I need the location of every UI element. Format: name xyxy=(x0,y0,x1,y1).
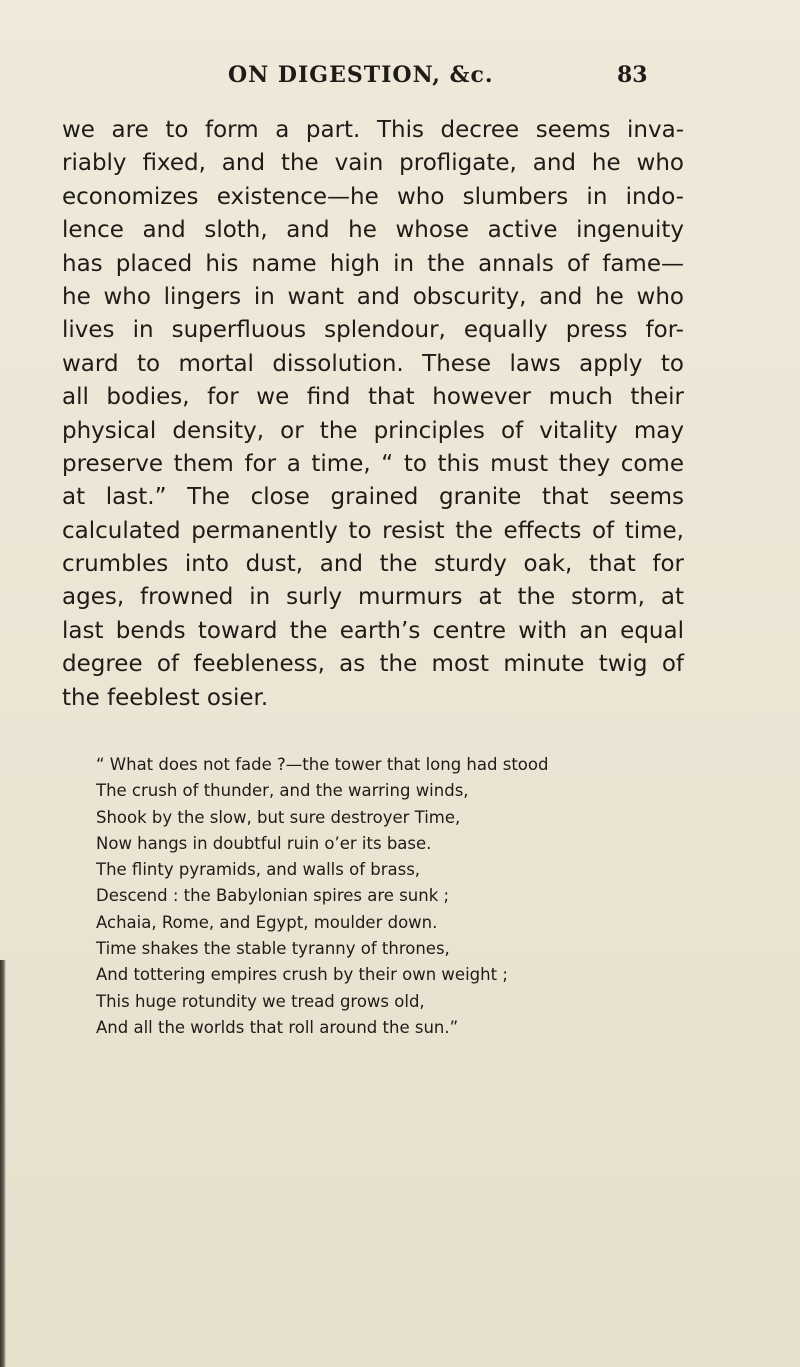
body-line: ages, frowned in surly murmurs at the storm, at xyxy=(62,584,684,611)
running-head: ON DIGESTION, &c. xyxy=(228,62,494,88)
body-line: all bodies, for we find that however much their xyxy=(62,384,684,411)
body-line: preserve them for a time, “ to this must they come xyxy=(62,450,684,477)
verse-line: Descend : the Babylonian spires are sunk ; xyxy=(96,886,450,906)
body-line: last bends toward the earth’s centre with an equal xyxy=(62,617,684,644)
body-line: has placed his name high in the annals of fame— xyxy=(62,250,684,277)
verse-line: “ What does not fade ?—the tower that long had stood xyxy=(96,755,549,774)
verse-line: Time shakes the stable tyranny of thrones, xyxy=(96,939,450,959)
body-line: riably fixed, and the vain profligate, and he who xyxy=(62,150,684,177)
body-line: lives in superfluous splendour, equally press for- xyxy=(62,317,684,344)
verse-line: Now hangs in doubtful ruin o’er its base. xyxy=(96,833,432,853)
page-header xyxy=(0,62,800,102)
verse-line: Shook by the slow, but sure destroyer Time, xyxy=(96,807,461,827)
body-line: economizes existence—he who slumbers in indo- xyxy=(62,183,684,210)
page-number: 83 xyxy=(617,62,648,88)
body-line: at last.” The close grained granite that seems xyxy=(62,484,684,511)
body-line: crumbles into dust, and the sturdy oak, that for xyxy=(62,551,684,578)
verse-line: This huge rotundity we tread grows old, xyxy=(96,991,425,1011)
verse-line: And all the worlds that roll around the sun.” xyxy=(96,1017,459,1037)
verse-line: The flinty pyramids, and walls of brass, xyxy=(96,860,421,880)
body-line: ward to mortal dissolution. These laws apply to xyxy=(62,350,684,377)
body-line: the feeblest osier. xyxy=(62,684,269,711)
body-line: lence and sloth, and he whose active ingenuity xyxy=(62,217,684,244)
page-edge-shadow xyxy=(0,960,6,1367)
body-line: we are to form a part. This decree seems inva- xyxy=(62,117,684,143)
verse-line: And tottering empires crush by their own weight ; xyxy=(96,965,508,985)
body-line: physical density, or the principles of vitality may xyxy=(62,417,684,444)
verse-line: The crush of thunder, and the warring winds, xyxy=(96,781,469,801)
body-line: degree of feebleness, as the most minute twig of xyxy=(62,651,684,678)
body-line: calculated permanently to resist the effects of time, xyxy=(62,517,684,544)
body-paragraph xyxy=(62,114,684,715)
body-line: he who lingers in want and obscurity, and he who xyxy=(62,283,684,310)
verse-line: Achaia, Rome, and Egypt, moulder down. xyxy=(96,912,438,932)
verse-quotation xyxy=(96,752,676,1041)
